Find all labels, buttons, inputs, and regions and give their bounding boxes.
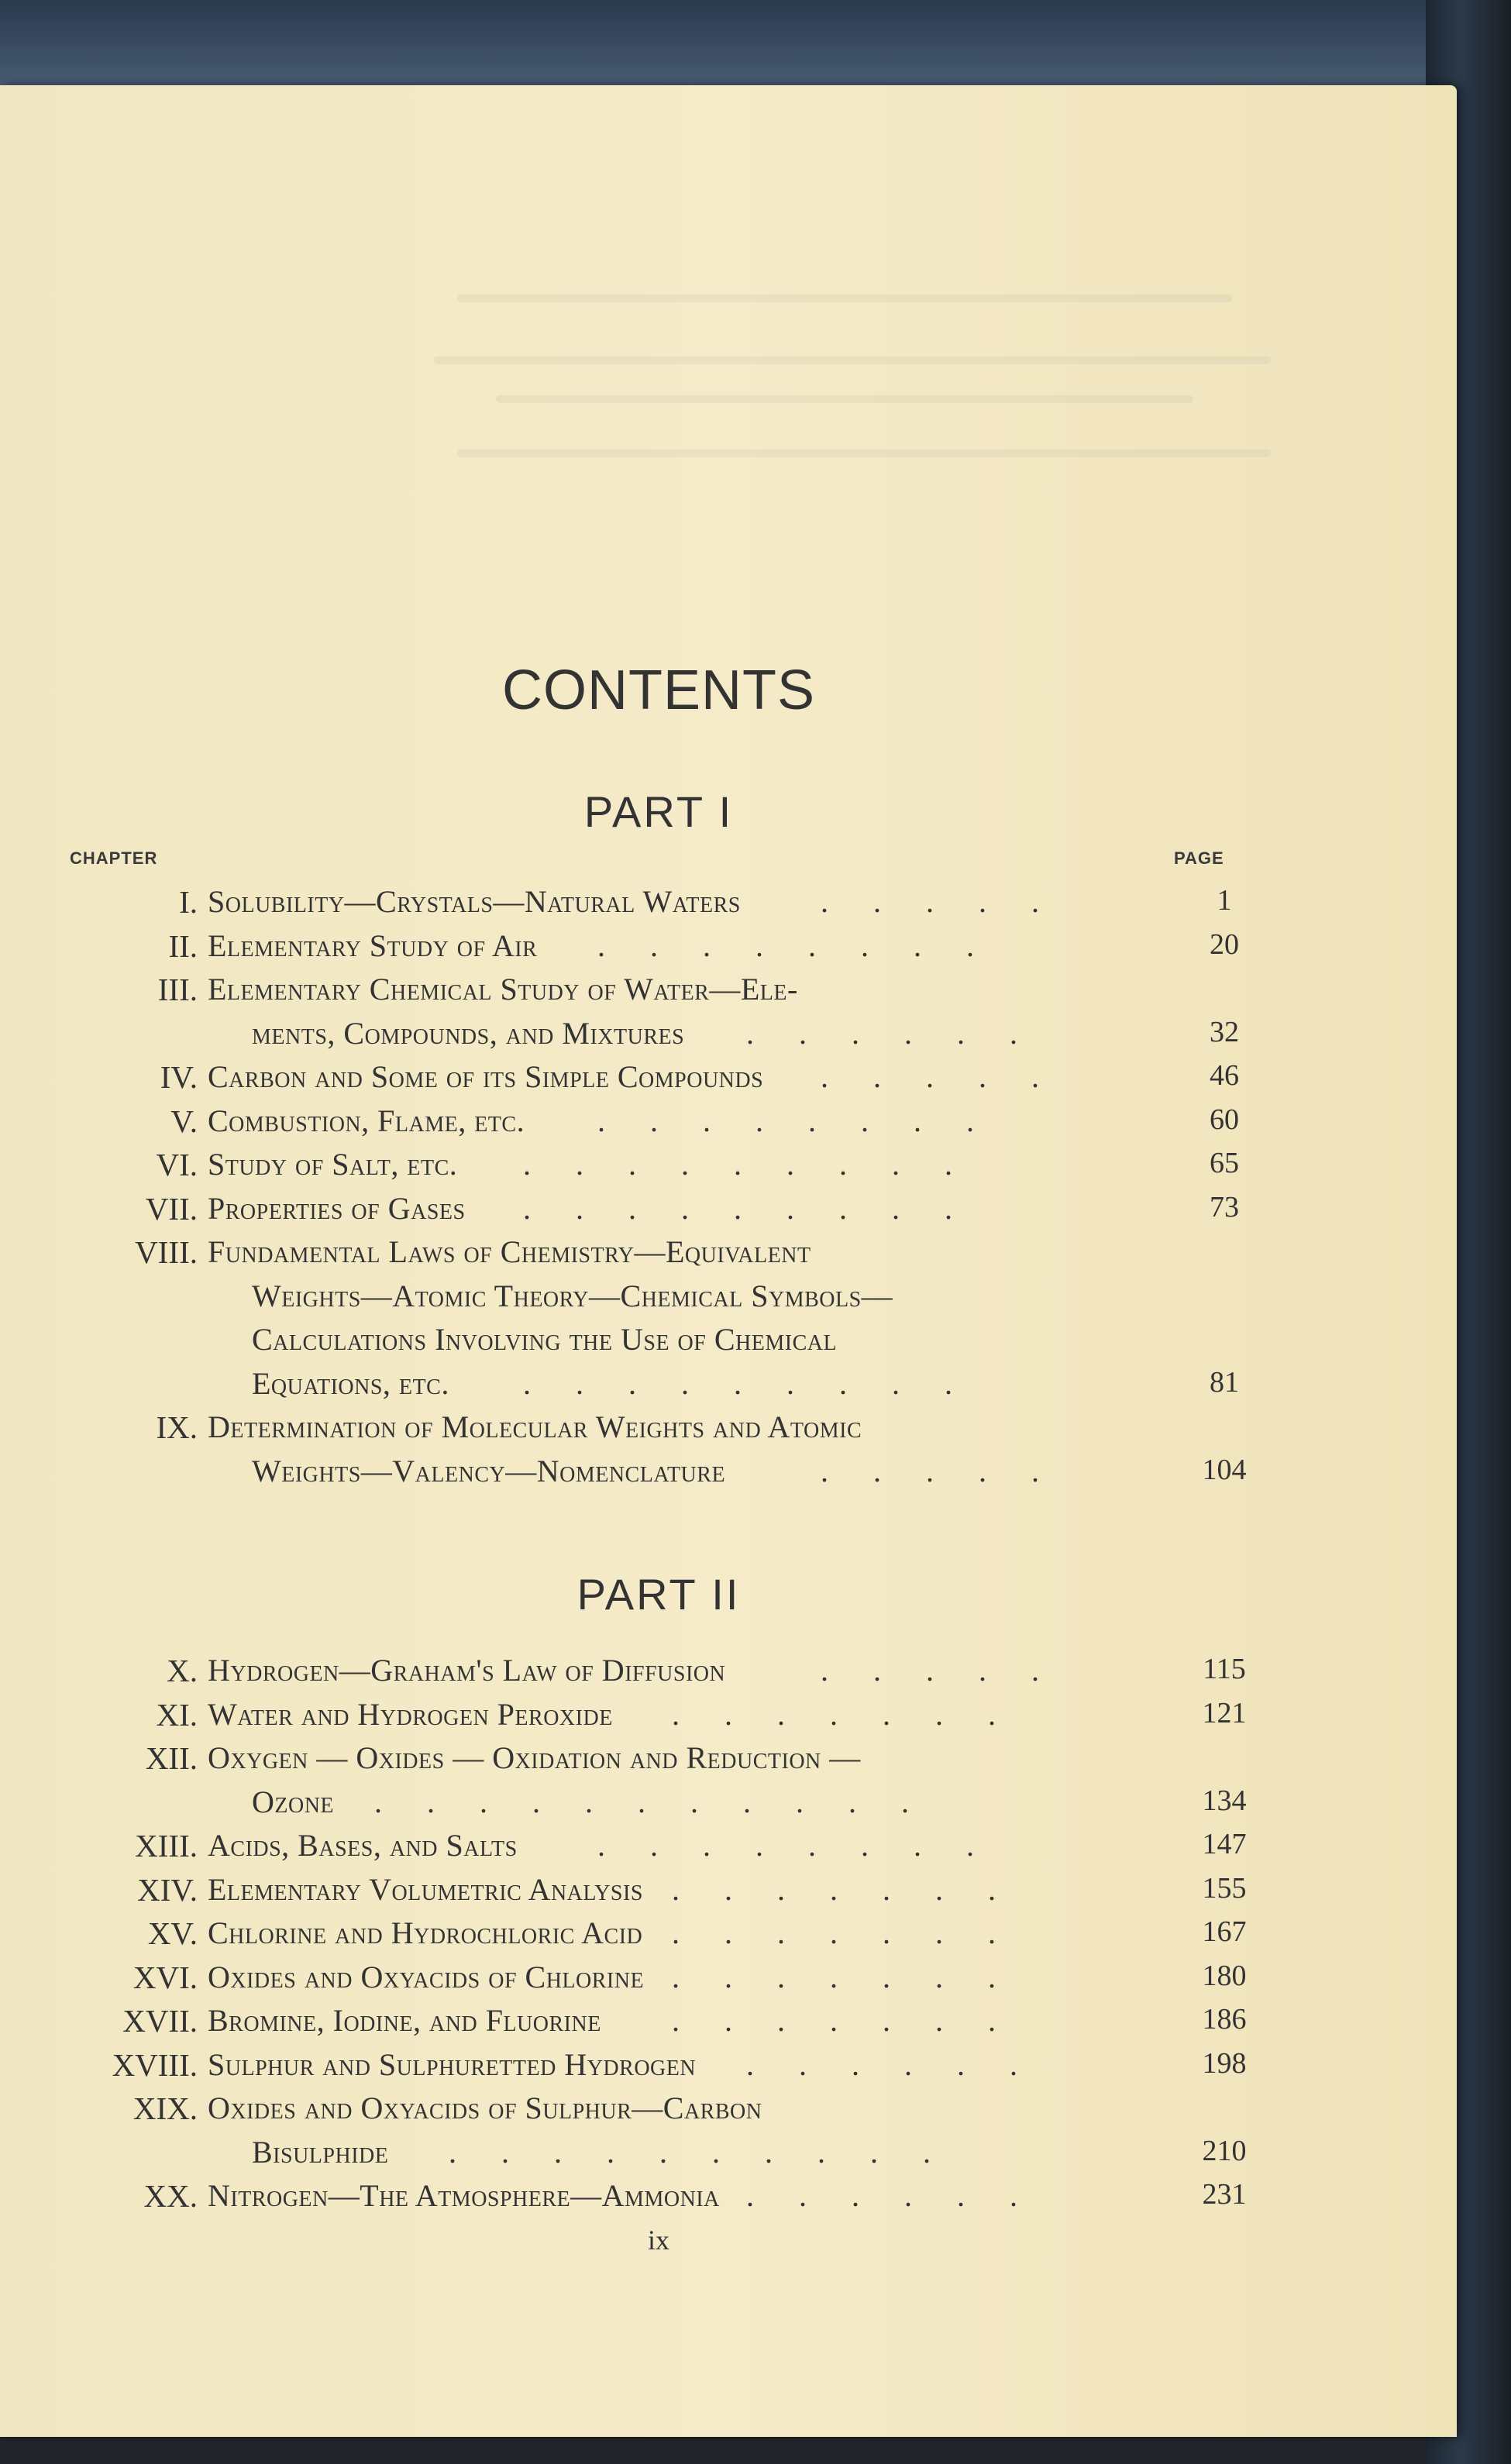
toc-entry-line — [0, 1827, 1457, 1872]
leader-dots: ..... — [821, 1653, 1084, 1688]
page-number-ref: 167 — [1202, 1915, 1247, 1948]
chapter-number: X. — [167, 1653, 198, 1688]
page-number-ref: 231 — [1202, 2178, 1247, 2211]
toc-entry-line — [0, 1321, 1457, 1366]
page-number-ref: 115 — [1203, 1653, 1246, 1685]
toc-entry-line — [0, 1058, 1457, 1103]
page-number-ref: 134 — [1202, 1784, 1247, 1817]
chapter-title: Equations, etc. — [252, 1365, 449, 1401]
page-number-ref: 180 — [1202, 1959, 1247, 1992]
toc-entry-line — [0, 2090, 1457, 2135]
toc-entry-line — [0, 1409, 1457, 1454]
page-number-ref: 20 — [1210, 927, 1239, 961]
leader-dots: ......... — [523, 1365, 997, 1401]
chapter-title: Bromine, Iodine, and Fluorine — [208, 2003, 601, 2038]
chapter-title: Sulphur and Sulphuretted Hydrogen — [208, 2046, 697, 2082]
show-through-text — [496, 395, 1193, 403]
page-number-ref: 210 — [1202, 2134, 1247, 2167]
show-through-text — [457, 294, 1232, 302]
chapter-number: XX. — [143, 2178, 198, 2214]
chapter-title: Weights—Atomic Theory—Chemical Symbols— — [252, 1278, 893, 1313]
leader-dots: ......... — [523, 1190, 997, 1226]
part-heading: PART II — [577, 1570, 741, 1619]
chapter-title: Fundamental Laws of Chemistry—Equivalent — [208, 1234, 811, 1269]
page-number-ref: 104 — [1202, 1453, 1247, 1486]
chapter-title: Properties of Gases — [208, 1190, 466, 1226]
leader-dots: ....... — [672, 1696, 1041, 1732]
chapter-number: XVIII. — [112, 2046, 198, 2083]
chapter-number: IV. — [160, 1059, 198, 1095]
toc-entry-line — [0, 1278, 1457, 1323]
chapter-number: XVII. — [122, 2003, 198, 2039]
show-through-text — [457, 449, 1271, 457]
page-number-ref: 155 — [1202, 1871, 1247, 1905]
toc-entry-line — [0, 1453, 1457, 1498]
toc-entry-line — [0, 883, 1457, 928]
toc-entry-line — [0, 2177, 1457, 2222]
chapter-number: XI. — [156, 1696, 198, 1733]
show-through-text — [434, 356, 1271, 364]
toc-entry-line — [0, 971, 1457, 1016]
toc-entry-line — [0, 1784, 1457, 1829]
chapter-number: XII. — [145, 1740, 198, 1776]
leader-dots: ....... — [672, 1959, 1041, 1994]
leader-dots: ..... — [821, 884, 1084, 919]
chapter-title: Water and Hydrogen Peroxide — [208, 1696, 613, 1732]
toc-entry-line — [0, 1015, 1457, 1060]
toc-entry-line — [0, 1740, 1457, 1784]
page-number-ref: 65 — [1210, 1147, 1239, 1179]
chapter-number: XIV. — [137, 1871, 198, 1908]
page-number-ref: 73 — [1210, 1190, 1239, 1223]
page-number-ref: 121 — [1202, 1696, 1247, 1729]
chapter-title: Elementary Chemical Study of Water—Ele- — [208, 972, 798, 1007]
leader-dots: ........ — [597, 1828, 1019, 1863]
toc-entry-line — [0, 2002, 1457, 2047]
chapter-title: Nitrogen—The Atmosphere—Ammonia — [208, 2178, 720, 2213]
page-number-ref: 198 — [1202, 2046, 1247, 2080]
chapter-title: Ozone — [252, 1784, 335, 1819]
chapter-title: Oxides and Oxyacids of Chlorine — [208, 1959, 645, 1994]
leader-dots: ...... — [746, 2046, 1062, 2082]
page-title: CONTENTS — [502, 659, 815, 721]
page-number-ref: 32 — [1210, 1015, 1239, 1048]
chapter-title: Elementary Study of Air — [208, 927, 538, 963]
leader-dots: ....... — [672, 2003, 1041, 2038]
page-column-heading: PAGE — [1174, 848, 1224, 868]
chapter-number: XV. — [147, 1915, 198, 1951]
chapter-title: Oxygen — Oxides — Oxidation and Reduction — — [208, 1740, 861, 1775]
chapter-title: ments, Compounds, and Mixtures — [252, 1015, 685, 1051]
chapter-title: Determination of Molecular Weights and Atomic — [208, 1409, 862, 1444]
toc-entry-line — [0, 1959, 1457, 2004]
chapter-title: Carbon and Some of its Simple Compounds — [208, 1059, 764, 1094]
leader-dots: ......... — [523, 1147, 997, 1182]
toc-entry-line — [0, 1146, 1457, 1191]
toc-entry-line — [0, 1103, 1457, 1148]
page-number-ref: 60 — [1210, 1103, 1239, 1136]
chapter-title: Combustion, Flame, etc. — [208, 1103, 525, 1138]
leader-dots: ...... — [746, 2178, 1062, 2213]
toc-entry-line — [0, 1234, 1457, 1278]
toc-entry-line — [0, 1365, 1457, 1410]
chapter-title: Weights—Valency—Nomenclature — [252, 1453, 726, 1488]
chapter-title: Hydrogen—Graham's Law of Diffusion — [208, 1653, 726, 1688]
page-number-ref: 186 — [1202, 2003, 1247, 2036]
part-heading: PART I — [583, 787, 734, 836]
page-number: ix — [647, 2225, 669, 2256]
toc-entry-line — [0, 927, 1457, 972]
leader-dots: .......... — [449, 2134, 976, 2170]
toc-entry-line — [0, 2134, 1457, 2179]
chapter-title: Oxides and Oxyacids of Sulphur—Carbon — [208, 2091, 762, 2125]
toc-entry-line — [0, 2046, 1457, 2091]
toc-entry-line — [0, 1652, 1457, 1697]
contents-page — [0, 85, 1457, 2437]
page-number-ref: 81 — [1210, 1365, 1239, 1399]
leader-dots: ........ — [597, 1103, 1019, 1138]
leader-dots: ...... — [746, 1015, 1062, 1051]
chapter-title: Bisulphide — [252, 2134, 389, 2170]
chapter-number: IX. — [156, 1409, 198, 1445]
chapter-number: XIX. — [133, 2091, 198, 2126]
leader-dots: ....... — [672, 1915, 1041, 1950]
leader-dots: ........ — [597, 927, 1019, 963]
chapter-number: V. — [170, 1103, 198, 1139]
leader-dots: ........... — [374, 1784, 954, 1819]
page-number-ref: 46 — [1210, 1059, 1239, 1092]
page-number-ref: 147 — [1202, 1828, 1247, 1860]
toc-entry-line — [0, 1696, 1457, 1741]
leader-dots: ..... — [821, 1059, 1084, 1094]
chapter-title: Calculations Involving the Use of Chemical — [252, 1322, 838, 1357]
chapter-title: Solubility—Crystals—Natural Waters — [208, 884, 741, 919]
chapter-number: II. — [168, 927, 198, 964]
chapter-title: Acids, Bases, and Salts — [208, 1828, 518, 1863]
chapter-number: XIII. — [135, 1828, 198, 1863]
toc-entry-line — [0, 1871, 1457, 1916]
chapter-title: Elementary Volumetric Analysis — [208, 1871, 643, 1907]
chapter-number: VI. — [156, 1147, 198, 1182]
chapter-number: VII. — [145, 1190, 198, 1227]
leader-dots: ..... — [821, 1453, 1084, 1488]
toc-entry-line — [0, 1190, 1457, 1235]
leader-dots: ....... — [672, 1871, 1041, 1907]
chapter-number: III. — [157, 972, 198, 1007]
chapter-number: VIII. — [135, 1234, 198, 1270]
chapter-title: Study of Salt, etc. — [208, 1147, 458, 1182]
chapter-title: Chlorine and Hydrochloric Acid — [208, 1915, 643, 1950]
chapter-number: I. — [179, 884, 198, 920]
page-number-ref: 1 — [1217, 884, 1232, 917]
toc-entry-line — [0, 1915, 1457, 1960]
chapter-column-heading: CHAPTER — [70, 848, 158, 868]
chapter-number: XVI. — [133, 1959, 198, 1995]
